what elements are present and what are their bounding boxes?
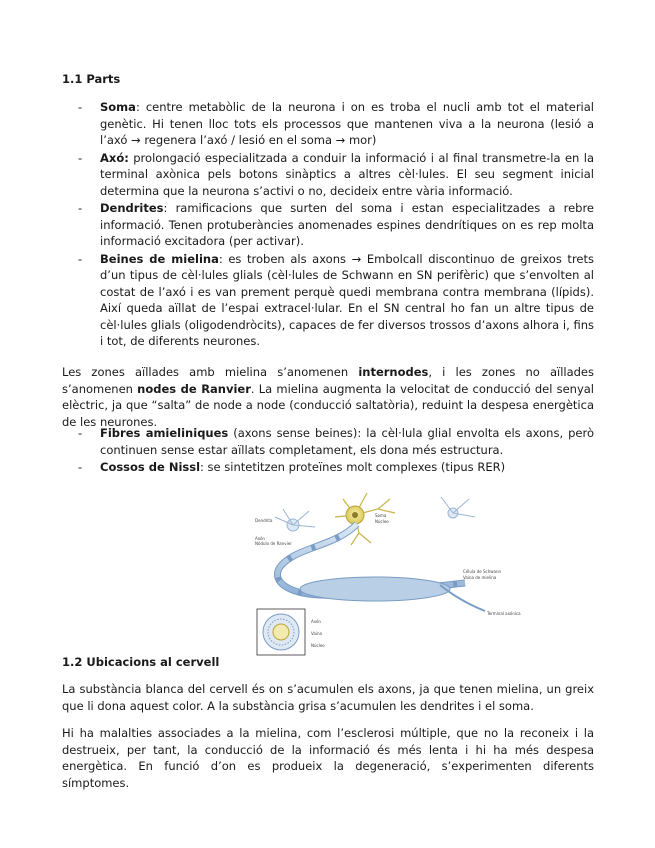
fig-label: Dendrita — [255, 518, 273, 523]
fig-label: Nódulo de Ranvier — [255, 541, 292, 546]
item-text: centre metabòlic de la neurona i on es troba el nucli amb tot el material genètic. Hi tenen lloc tots els processos que mantenen viva a la neurona (lesió a l’axó → regenera l’axó / lesió en el soma → mor) — [100, 100, 594, 147]
fig-label: Núcleo — [375, 519, 389, 524]
list-item — [78, 251, 594, 350]
term-internodes: internodes — [358, 365, 429, 379]
item-text: ramificacions que surten del soma i estan especialitzades a rebre informació. Tenen protuberàncies anomenades espines dendrítiques on es rep molta informació excitadora (per activar). — [100, 201, 594, 248]
term-fibres: Fibres amieliniques — [100, 426, 229, 440]
term-soma: Soma — [100, 100, 136, 114]
item-text: es troben als axons → Embolcall discontinuo de greixos trets d’un tipus de cèl·lules glials (cèl·lules de Schwann en SN perifèric) que s’envolten al costat de l’axó i es van prement perquè quedi membrana contra membrana (lípids). Així queda aïllat de l’espai extracel·lular. En el SN central ho fan un altre tipus de cèl·lules glials (oligodendròcits), capaces de fer diversos trossos d’axons alhora i, fins i tot, de diferents neurones. — [100, 251, 594, 348]
list-item — [78, 99, 594, 149]
item-text: prolongació especialitzada a conduir la informació i al final transmetre-la en la terminal axònica pels botons sinàptics a altres cèl·lules. El seu segment inicial determina que la neurona s’activi o no, decideix entre vària informació. — [100, 150, 594, 198]
paragraph-substancia: La substància blanca del cervell és on s’acumulen els axons, ja que tenen mielina, un greix que li dona aquest color. A la substància grisa s’acumulen les dendrites i el soma. — [62, 682, 594, 713]
term-dendrites: Dendrites — [100, 201, 164, 215]
para-text: Les zones aïllades amb mielina s’anomenen — [62, 365, 359, 379]
term-nissl: Cossos de Nissl — [100, 460, 201, 474]
paragraph-malalties: Hi ha malalties associades a la mielina, com l’esclerosi múltiple, que no la reconeix i la destrueix, per tant, la conducció de la informació és més lenta i hi ha més despesa energètica. En funció d’on es produeix la degeneració, s’experimenten diferents símptomes. — [62, 726, 594, 790]
fig-label: Terminal axónica — [487, 611, 521, 616]
fig-label: Axón — [311, 619, 321, 624]
fig-label: Núcleo — [311, 643, 325, 648]
myelin-paragraph — [62, 364, 594, 430]
list-item — [78, 425, 594, 458]
list-item — [78, 459, 594, 476]
neuron-figure — [255, 487, 605, 657]
list-item — [78, 150, 594, 200]
fig-label: Soma — [375, 513, 387, 518]
section-heading-parts: 1.1 Parts — [62, 72, 121, 86]
term-sep: : — [163, 201, 168, 215]
para-text: , i les zones no aïllades s’anomenen — [62, 365, 594, 396]
schwann-cell — [300, 577, 450, 601]
term-beines: Beines de mielina — [100, 251, 219, 266]
term-axo: Axó: — [100, 150, 129, 165]
fig-label: Vaina — [311, 631, 322, 636]
extra-list — [78, 425, 594, 477]
parts-list — [78, 99, 594, 351]
term-sep: : — [135, 100, 140, 114]
section-heading-ubicacions: 1.2 Ubicacions al cervell — [62, 655, 220, 669]
item-text: (axons sense beines): la cèl·lula glial envolta els axons, però continuen sense estar aïllats completament, els dona més estructura. — [100, 426, 594, 457]
item-text: : se sintetitzen proteïnes molt complexes (tipus RER) — [200, 460, 506, 474]
fig-label: Vaina de mielina — [463, 575, 497, 580]
fig-label: Célula de Schwann — [463, 569, 502, 574]
cross-section — [257, 609, 305, 655]
term-ranvier: nodes de Ranvier — [137, 381, 251, 396]
fig-label: Axón — [255, 536, 265, 541]
list-item — [78, 200, 594, 250]
term-sep: : — [218, 251, 223, 266]
para-text: . La mielina augmenta la velocitat de conducció del senyal elèctric, ja que “salta” de node a node (conducció saltatòria), reduint la despesa energètica de les neurones. — [62, 381, 594, 429]
nucleus-shape — [352, 512, 358, 518]
